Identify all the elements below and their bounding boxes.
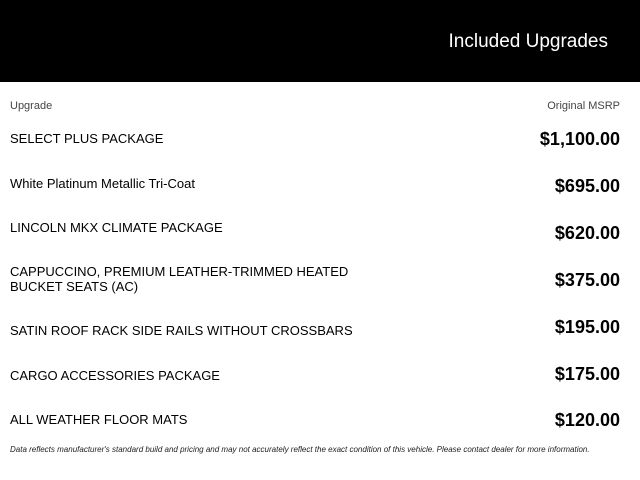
page-title: Included Upgrades	[448, 31, 608, 52]
upgrade-name: SELECT PLUS PACKAGE	[10, 131, 164, 146]
upgrade-price: $375.00	[554, 270, 620, 290]
upgrade-price: $695.00	[554, 176, 620, 196]
upgrade-name: White Platinum Metallic Tri-Coat	[10, 176, 195, 191]
disclaimer-text: Data reflects manufacturer's standard build and pricing and may not accurately reflect the exact condition of this vehicle. Please contact dealer for more information.	[10, 445, 590, 454]
column-header-msrp: Original MSRP	[547, 100, 620, 112]
upgrade-name: LINCOLN MKX CLIMATE PACKAGE	[10, 220, 223, 235]
upgrade-price: $120.00	[554, 410, 620, 430]
upgrade-name: CAPPUCCINO, PREMIUM LEATHER-TRIMMED HEATED BUCKET SEATS (AC)	[10, 264, 349, 294]
upgrade-name: CARGO ACCESSORIES PACKAGE	[10, 368, 220, 383]
upgrade-name: SATIN ROOF RACK SIDE RAILS WITHOUT CROSSBARS	[10, 323, 353, 338]
upgrade-price: $620.00	[554, 223, 620, 243]
upgrade-price: $1,100.00	[539, 129, 620, 149]
column-header-upgrade: Upgrade	[10, 100, 53, 112]
upgrade-price: $175.00	[554, 364, 620, 384]
upgrade-name: ALL WEATHER FLOOR MATS	[10, 412, 188, 427]
upgrade-price: $195.00	[554, 317, 620, 337]
page-header	[0, 0, 640, 82]
